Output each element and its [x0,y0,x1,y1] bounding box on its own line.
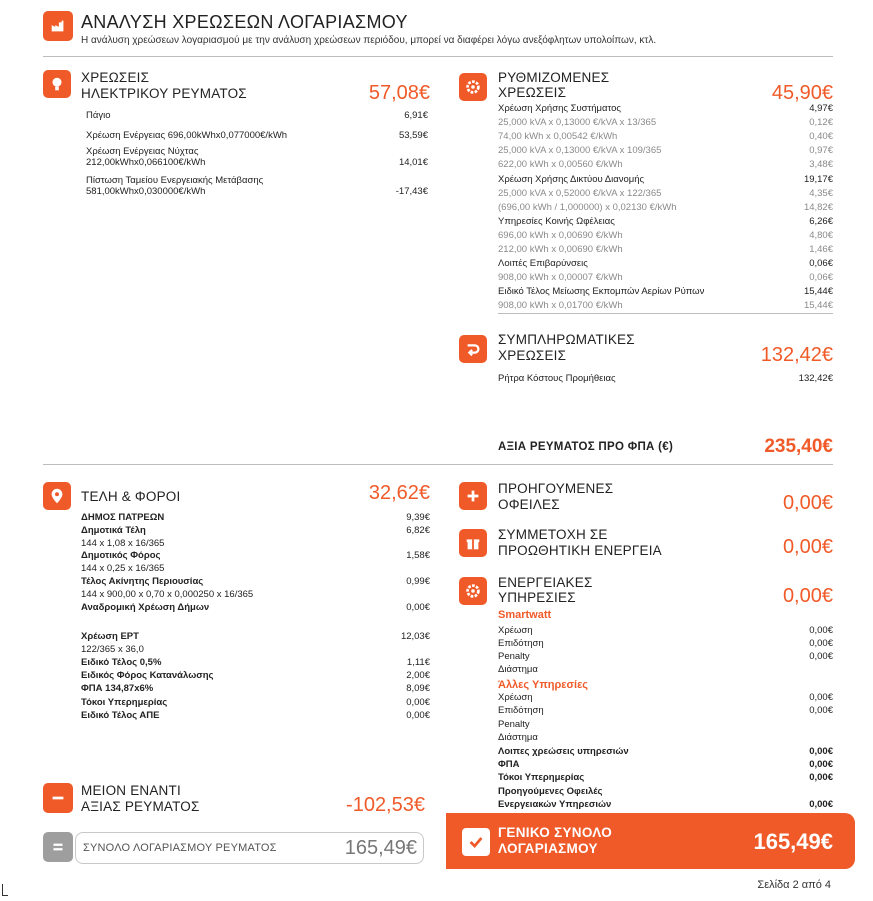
regulated-row-value: 3,48€ [809,159,833,171]
tax-row-value: 0,00€ [406,696,430,708]
electricity-row-value: -17,43€ [395,186,428,197]
regulated-row-label: 622,00 kWh x 0,00560 €/kWh [498,159,623,171]
services-summary-row-label: Προηγούμενες Οφειλές [498,785,603,797]
value-before-vat-label: ΑΞΙΑ ΡΕΥΜΑΤΟΣ ΠΡΟ ΦΠΑ (€) [498,441,674,453]
smartwatt-row-label: Επιδότηση [498,638,544,649]
regulated-row-value: 0,12€ [809,117,833,129]
regulated-divider [498,313,833,314]
regulated-row-value: 4,35€ [809,187,833,199]
tax-row-label: Ειδικός Φόρος Κατανάλωσης [81,670,214,682]
electricity-title-1: ΧΡΕΩΣΕΙΣ [81,70,150,85]
electricity-total: 57,08€ [368,82,430,104]
previous-debts-total: 0,00€ [782,492,833,514]
grand-total-label-2: ΛΟΓΑΡΙΑΣΜΟΥ [498,841,598,856]
tax-row-label: 144 x 900,00 x 0,70 x 0,000250 x 16/365 [81,588,254,600]
regulated-row-label: 696,00 kWh x 0,00690 €/kWh [498,229,623,241]
regulated-row-label: 908,00 kWh x 0,01700 €/kWh [498,300,623,312]
tax-row-label: 144 x 1,08 x 16/365 [81,537,165,549]
renewable-title-1: ΣΥΜΜΕΤΟΧΗ ΣΕ [498,527,608,542]
regulated-total: 45,90€ [771,82,833,104]
renewable-total: 0,00€ [782,536,833,558]
grand-total-value: 165,49€ [753,829,833,854]
smartwatt-title: Smartwatt [498,609,552,621]
tax-row-value: 6,82€ [406,524,430,536]
previous-debts-title-2: ΟΦΕΙΛΕΣ [498,497,560,512]
electricity-row-value: 14,01€ [398,157,428,168]
regulated-title-2: ΧΡΕΩΣΕΙΣ [498,85,567,100]
tax-row-label: Ειδικό Τέλος ΑΠΕ [81,709,160,721]
electricity-row-label: Χρέωση Ενέργειας 696,00kWhx0,077000€/kWh [86,130,288,141]
regulated-row-value: 6,26€ [809,215,833,227]
regulated-row-value: 15,44€ [803,286,833,298]
regulated-row-value: 19,17€ [803,173,833,185]
page-subtitle: Η ανάλυση χρεώσεων λογαριασμού με την ανάλυση χρεώσεων περιόδου, μπορεί να διαφέρει λόγω ανεξόφλητων υπολοίπων, κτλ. [81,35,657,46]
minus-title-1: ΜΕΙΟΝ ΕΝΑΝΤΙ [81,783,181,798]
tax-row-label: Τόκοι Υπερημερίας [81,696,168,708]
regulated-row-label: Χρέωση Χρήσης Δικτύου Διανομής [498,173,645,185]
tax-row-value: 0,00€ [406,709,430,721]
tax-row-label: Δημοτικά Τέλη [81,524,146,536]
tax-row-label: 144 x 0,25 x 16/365 [81,563,165,575]
renewable-title-2: ΠΡΟΩΘΗΤΙΚΗ ΕΝΕΡΓΕΙΑ [498,543,662,558]
smartwatt-row-value: 0,00€ [809,651,833,662]
other-service-row-label: Penalty [498,718,530,730]
regulated-row-label: Λοιπές Επιβαρύνσεις [498,258,588,270]
tax-row-value: 0,00€ [406,601,430,613]
energy-services-title-2: ΥΠΗΡΕΣΙΕΣ [498,590,576,605]
tax-row-label: Δημοτικός Φόρος [81,550,161,562]
regulated-row-label: Ειδικό Τέλος Μείωσης Εκπομπών Αερίων Ρύπων [498,286,705,298]
regulated-row-label: 25,000 kVA x 0,13000 €/kVA x 109/365 [498,145,662,157]
taxes-title: ΤΕΛΗ & ΦΟΡΟΙ [81,489,181,504]
regulated-row-value: 4,80€ [809,229,833,241]
tax-row-value: 2,00€ [406,670,430,682]
regulated-row-label: 908,00 kWh x 0,00007 €/kWh [498,272,623,284]
regulated-row-value: 0,97€ [809,145,833,157]
services-summary-row-label: Λοιπες χρεώσεις υπηρεσιών [498,746,629,757]
supplementary-title-1: ΣΥΜΠΛΗΡΩΜΑΤΙΚΕΣ [498,332,635,347]
other-service-row-label: Επιδότηση [498,705,544,717]
check-icon [462,828,490,856]
gear-bulb-icon [459,577,487,605]
services-summary-row-label: Τόκοι Υπερημερίας [498,772,585,784]
tax-row-value: 1,11€ [406,657,430,669]
plus-icon [459,482,487,510]
tax-row-value: 1,58€ [406,550,430,562]
minus-title-2: ΑΞΙΑΣ ΡΕΥΜΑΤΟΣ [81,799,200,814]
services-summary-row-label: Ενεργειακών Υπηρεσιών [498,798,612,810]
supplementary-row-value: 132,42€ [798,373,833,384]
tax-row-label: ΦΠΑ 134,87x6% [81,683,154,695]
regulated-row-label: 25,000 kVA x 0,13000 €/kVA x 13/365 [498,117,657,129]
header-divider [43,56,833,57]
previous-debts-title-1: ΠΡΟΗΓΟΥΜΕΝΕΣ [498,481,614,496]
regulated-row-value: 0,40€ [809,131,833,143]
supplementary-title-2: ΧΡΕΩΣΕΙΣ [498,348,567,363]
energy-services-title-1: ΕΝΕΡΓΕΙΑΚΕΣ [498,575,593,590]
regulated-row-label: (696,00 kWh / 1,000000) x 0,02130 €/kWh [498,201,677,213]
tax-row-label: Χρέωση ΕΡΤ [81,631,139,642]
page-number: Σελίδα 2 από 4 [757,879,831,891]
smartwatt-row-value: 0,00€ [809,638,833,649]
services-summary-row-value: 0,00€ [809,759,833,771]
location-pin-icon [43,482,71,510]
electricity-row-value: 53,59€ [398,130,428,141]
regulated-row-label: Χρέωση Χρήσης Συστήματος [498,103,621,114]
smartwatt-row-label: Διάστημα [498,664,538,675]
value-before-vat-amount: 235,40€ [764,436,833,457]
minus-total: -102,53€ [346,794,425,816]
bill-total-value: 165,49€ [344,837,417,859]
regulated-row-label: 212,00 kWh x 0,00690 €/kWh [498,244,623,255]
tax-row-value: 0,99€ [406,576,430,587]
middle-divider [43,464,833,465]
gear-icon [459,73,487,101]
tax-row-label: Αναδρομική Χρέωση Δήμων [81,601,210,613]
tax-row-value: 9,39€ [406,512,430,523]
electricity-row-label: Πάγιο [86,110,111,121]
equals-icon [43,832,73,862]
regulated-row-value: 0,06€ [809,272,833,284]
other-service-row-label: Διάστημα [498,731,538,743]
other-service-row-value: 0,00€ [809,705,833,717]
minus-icon [43,783,73,813]
smartwatt-row-label: Χρέωση [498,625,533,636]
arrow-turn-icon [459,335,487,363]
electricity-title-2: ΗΛΕΚΤΡΙΚΟΥ ΡΕΥΜΑΤΟΣ [81,86,247,101]
services-summary-row-value: 0,00€ [809,772,833,784]
regulated-row-label: 25,000 kVA x 0,52000 €/kVA x 122/365 [498,187,662,199]
smartwatt-row-label: Penalty [498,651,530,662]
smartwatt-row-value: 0,00€ [809,625,833,636]
tax-row-label: ΔΗΜΟΣ ΠΑΤΡΕΩΝ [81,512,165,523]
services-summary-row-label: ΦΠΑ [498,759,520,771]
electricity-row-label: Πίστωση Ταμείου Ενεργειακής Μετάβασης [86,175,264,186]
regulated-row-label: 74,00 kWh x 0,00542 €/kWh [498,131,618,143]
other-services-title: Άλλες Υπηρεσίες [498,679,589,691]
tax-row-label: 122/365 x 36,0 [81,644,144,656]
tax-row-label: Ειδικό Τέλος 0,5% [81,657,162,669]
bill-total-label: ΣΥΝΟΛΟ ΛΟΓΑΡΙΑΣΜΟΥ ΡΕΥΜΑΤΟΣ [83,842,277,854]
supplementary-row-label: Ρήτρα Κόστους Προμήθειας [498,373,616,384]
electricity-row-detail-label: 212,00kWhx0,066100€/kWh [86,157,206,168]
regulated-row-value: 0,06€ [809,258,833,270]
other-service-row-label: Χρέωση [498,692,533,703]
taxes-total: 32,62€ [368,482,430,504]
electricity-row-value: 6,91€ [404,110,428,121]
other-service-row-value: 0,00€ [809,692,833,703]
energy-services-total: 0,00€ [782,585,833,607]
tax-row-value: 8,09€ [406,683,430,695]
gift-icon [459,529,487,557]
regulated-row-value: 1,46€ [809,244,833,255]
electricity-row-detail-label: 581,00kWhx0,030000€/kWh [86,186,206,197]
regulated-title-1: ΡΥΘΜΙΖΟΜΕΝΕΣ [498,70,610,85]
supplementary-total: 132,42€ [760,344,833,366]
electricity-row-label: Χρέωση Ενέργειας Νύχτας [86,146,199,157]
regulated-row-value: 14,82€ [803,201,833,213]
factory-icon [43,11,73,41]
bulb-icon [43,70,71,98]
regulated-row-label: Υπηρεσίες Κοινής Ωφέλειας [498,215,615,227]
services-summary-row-value: 0,00€ [809,746,833,757]
corner-mark-h [2,895,8,896]
regulated-row-value: 15,44€ [803,300,833,312]
regulated-row-value: 4,97€ [809,103,833,114]
page-title: ΑΝΑΛΥΣΗ ΧΡΕΩΣΕΩΝ ΛΟΓΑΡΙΑΣΜΟΥ [81,12,408,32]
tax-row-value: 12,03€ [400,631,430,642]
tax-row-label: Τέλος Ακίνητης Περιουσίας [81,576,204,587]
services-summary-row-value: 0,00€ [809,798,833,810]
grand-total-label-1: ΓΕΝΙΚΟ ΣΥΝΟΛΟ [498,825,613,840]
